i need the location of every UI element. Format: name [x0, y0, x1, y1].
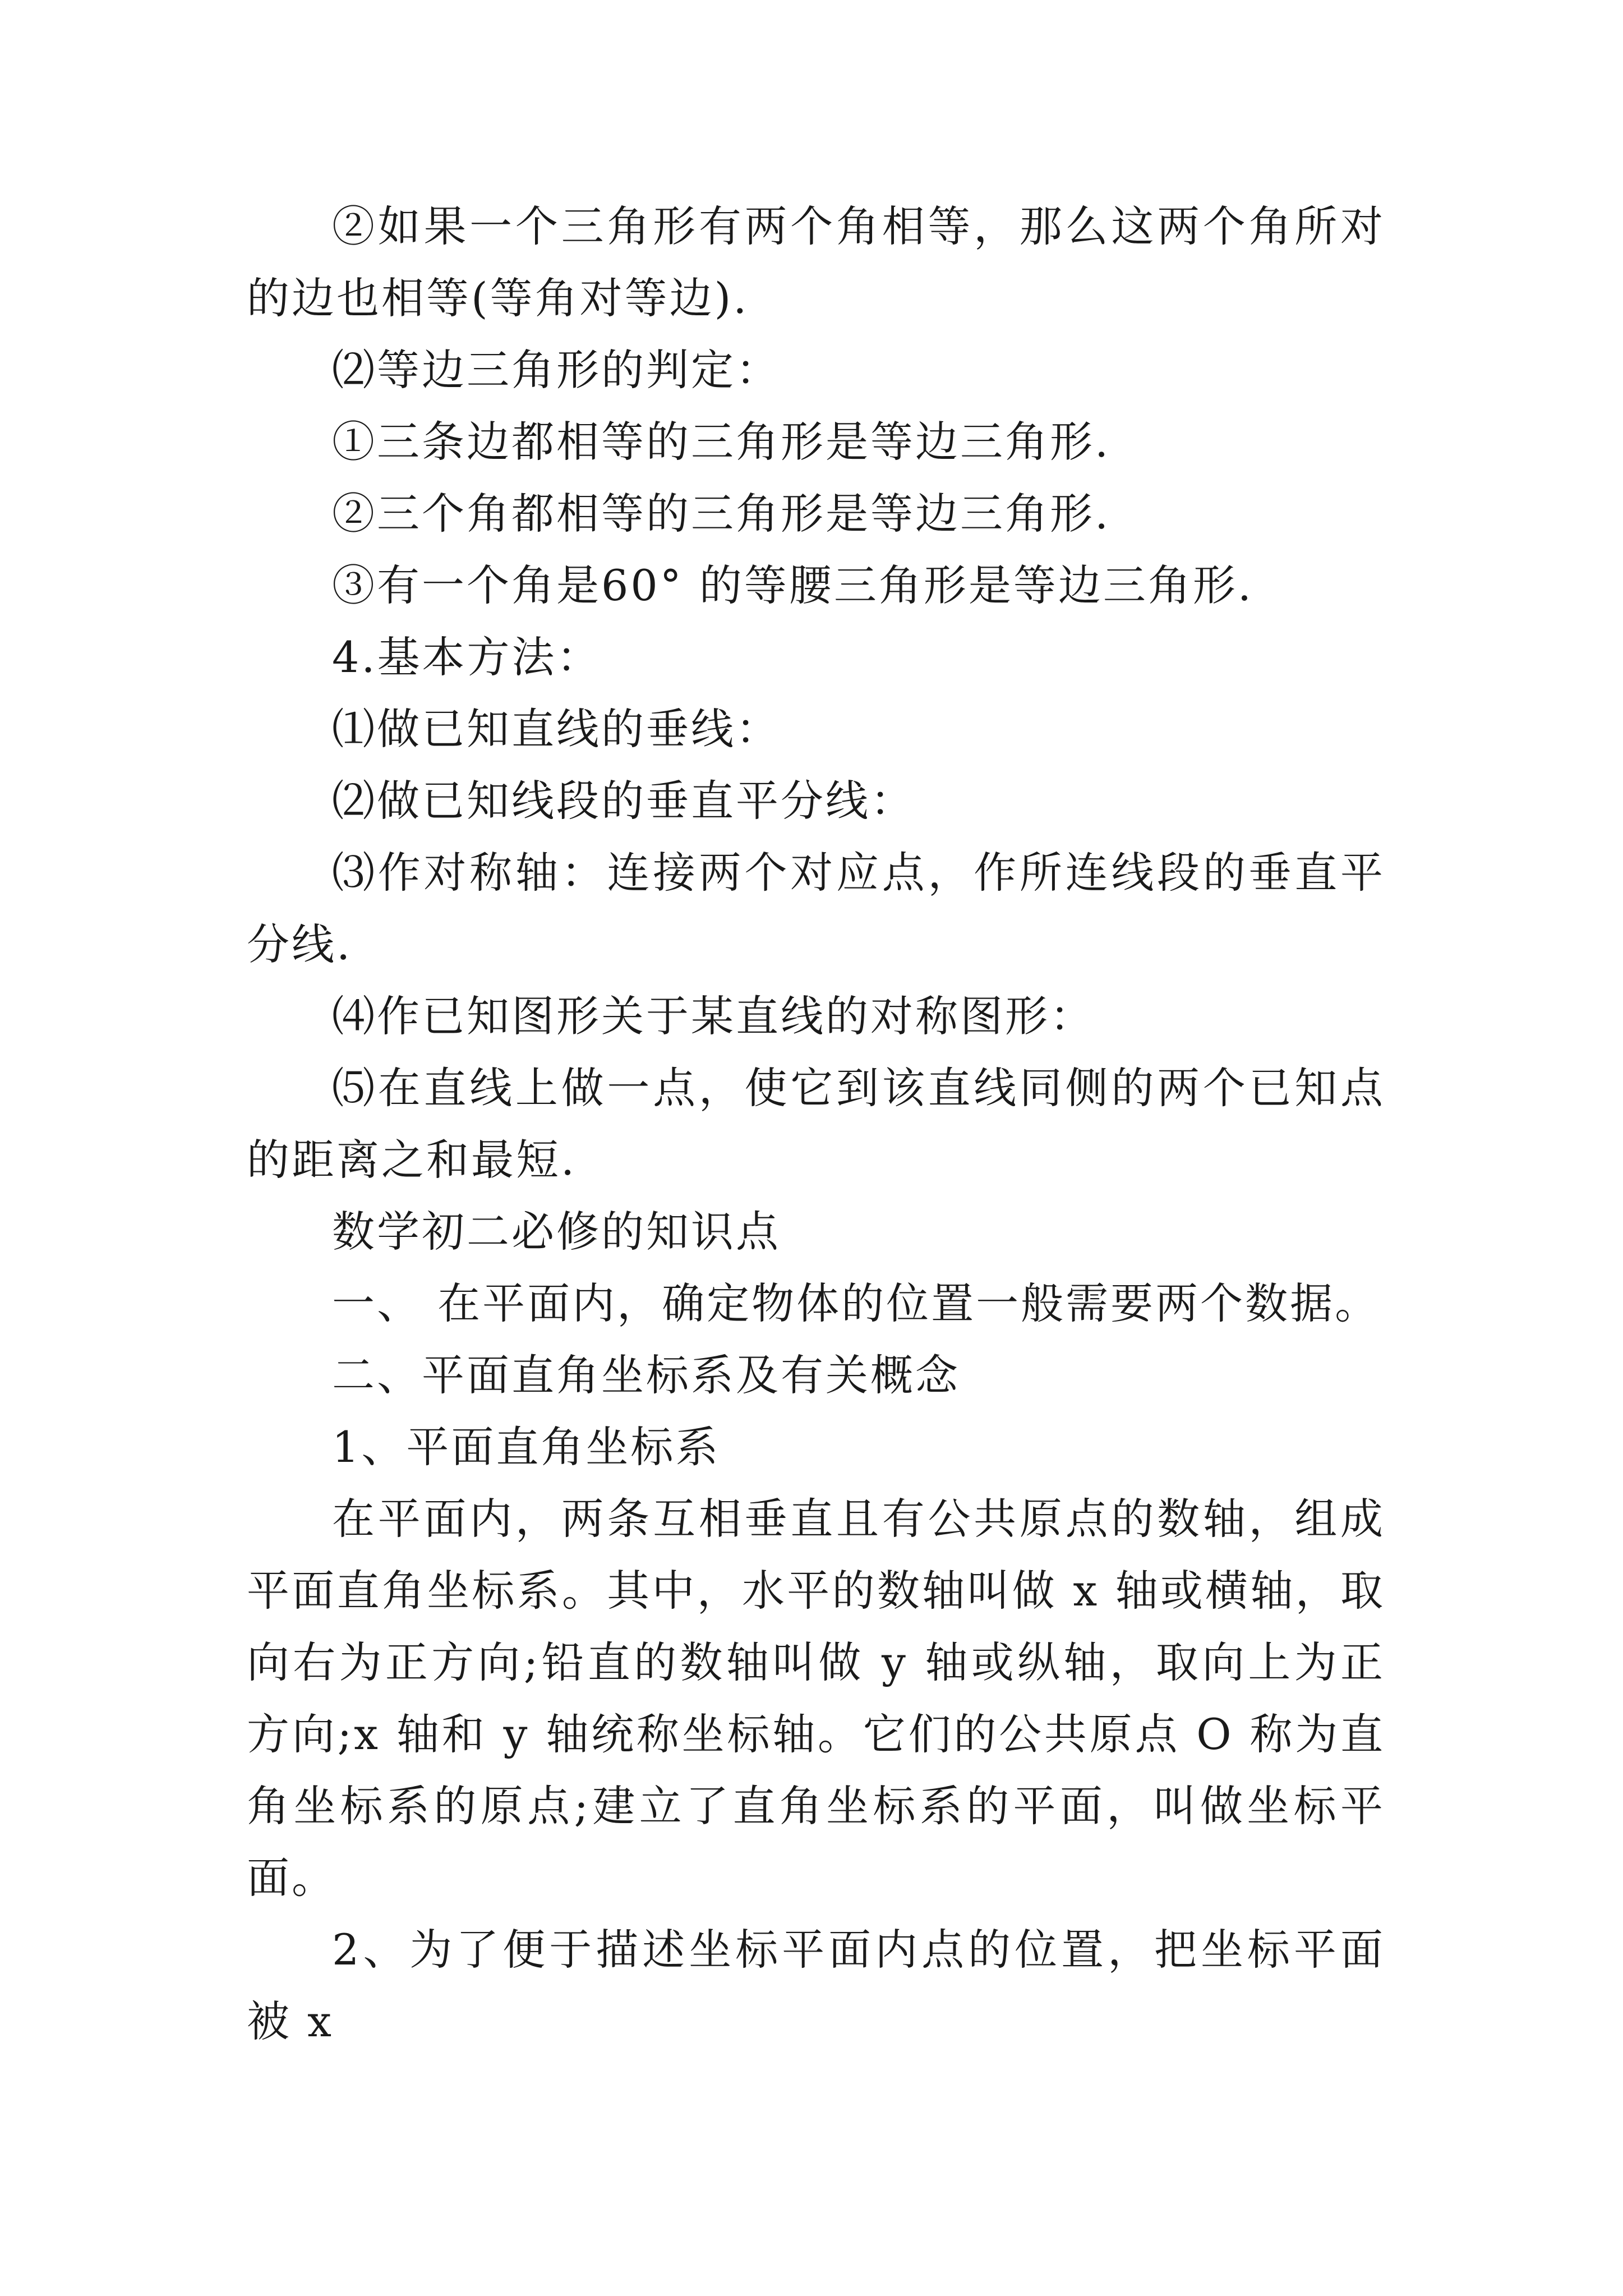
- subsection-heading: 1、平面直角坐标系: [332, 1422, 721, 1472]
- paragraph: 2、为了便于描述坐标平面内点的位置，把坐标平面被 x: [247, 1925, 1385, 2046]
- section-title: 数学初二必修的知识点: [332, 1207, 781, 1257]
- paragraph: ⑸在直线上做一点，使它到该直线同侧的两个已知点的距离之和最短.: [247, 1063, 1385, 1185]
- paragraph: ①三条边都相等的三角形是等边三角形.: [332, 417, 1111, 467]
- paragraph: ⑵做已知线段的垂直平分线：: [332, 776, 915, 826]
- paragraph: ②三个角都相等的三角形是等边三角形.: [332, 489, 1111, 539]
- paragraph: ⑴做已知直线的垂线：: [332, 704, 781, 754]
- document-body: [247, 191, 1385, 2058]
- paragraph: ②如果一个三角形有两个角相等，那么这两个角所对的边也相等(等角对等边).: [247, 201, 1385, 323]
- paragraph: ⑵等边三角形的判定：: [332, 345, 781, 395]
- paragraph: 在平面内，两条互相垂直且有公共原点的数轴，组成平面直角坐标系。其中，水平的数轴叫做 x 轴或横轴，取向右为正方向;铅直的数轴叫做 y 轴或纵轴，取向上为正方向;x 轴和 y 轴统称坐标轴。它们的公共原点 O 称为直角坐标系的原点;建立了直角坐标系的平面，叫做坐标平面。: [247, 1494, 1385, 1903]
- section-heading: 4.基本方法：: [332, 632, 602, 682]
- paragraph: ③有一个角是60° 的等腰三角形是等边三角形.: [332, 560, 1254, 610]
- paragraph: 一、 在平面内，确定物体的位置一般需要两个数据。: [332, 1278, 1380, 1328]
- paragraph: ⑷作已知图形关于某直线的对称图形：: [332, 991, 1095, 1041]
- section-heading: 二、平面直角坐标系及有关概念: [332, 1350, 960, 1400]
- paragraph: ⑶作对称轴：连接两个对应点，作所连线段的垂直平分线.: [247, 848, 1385, 969]
